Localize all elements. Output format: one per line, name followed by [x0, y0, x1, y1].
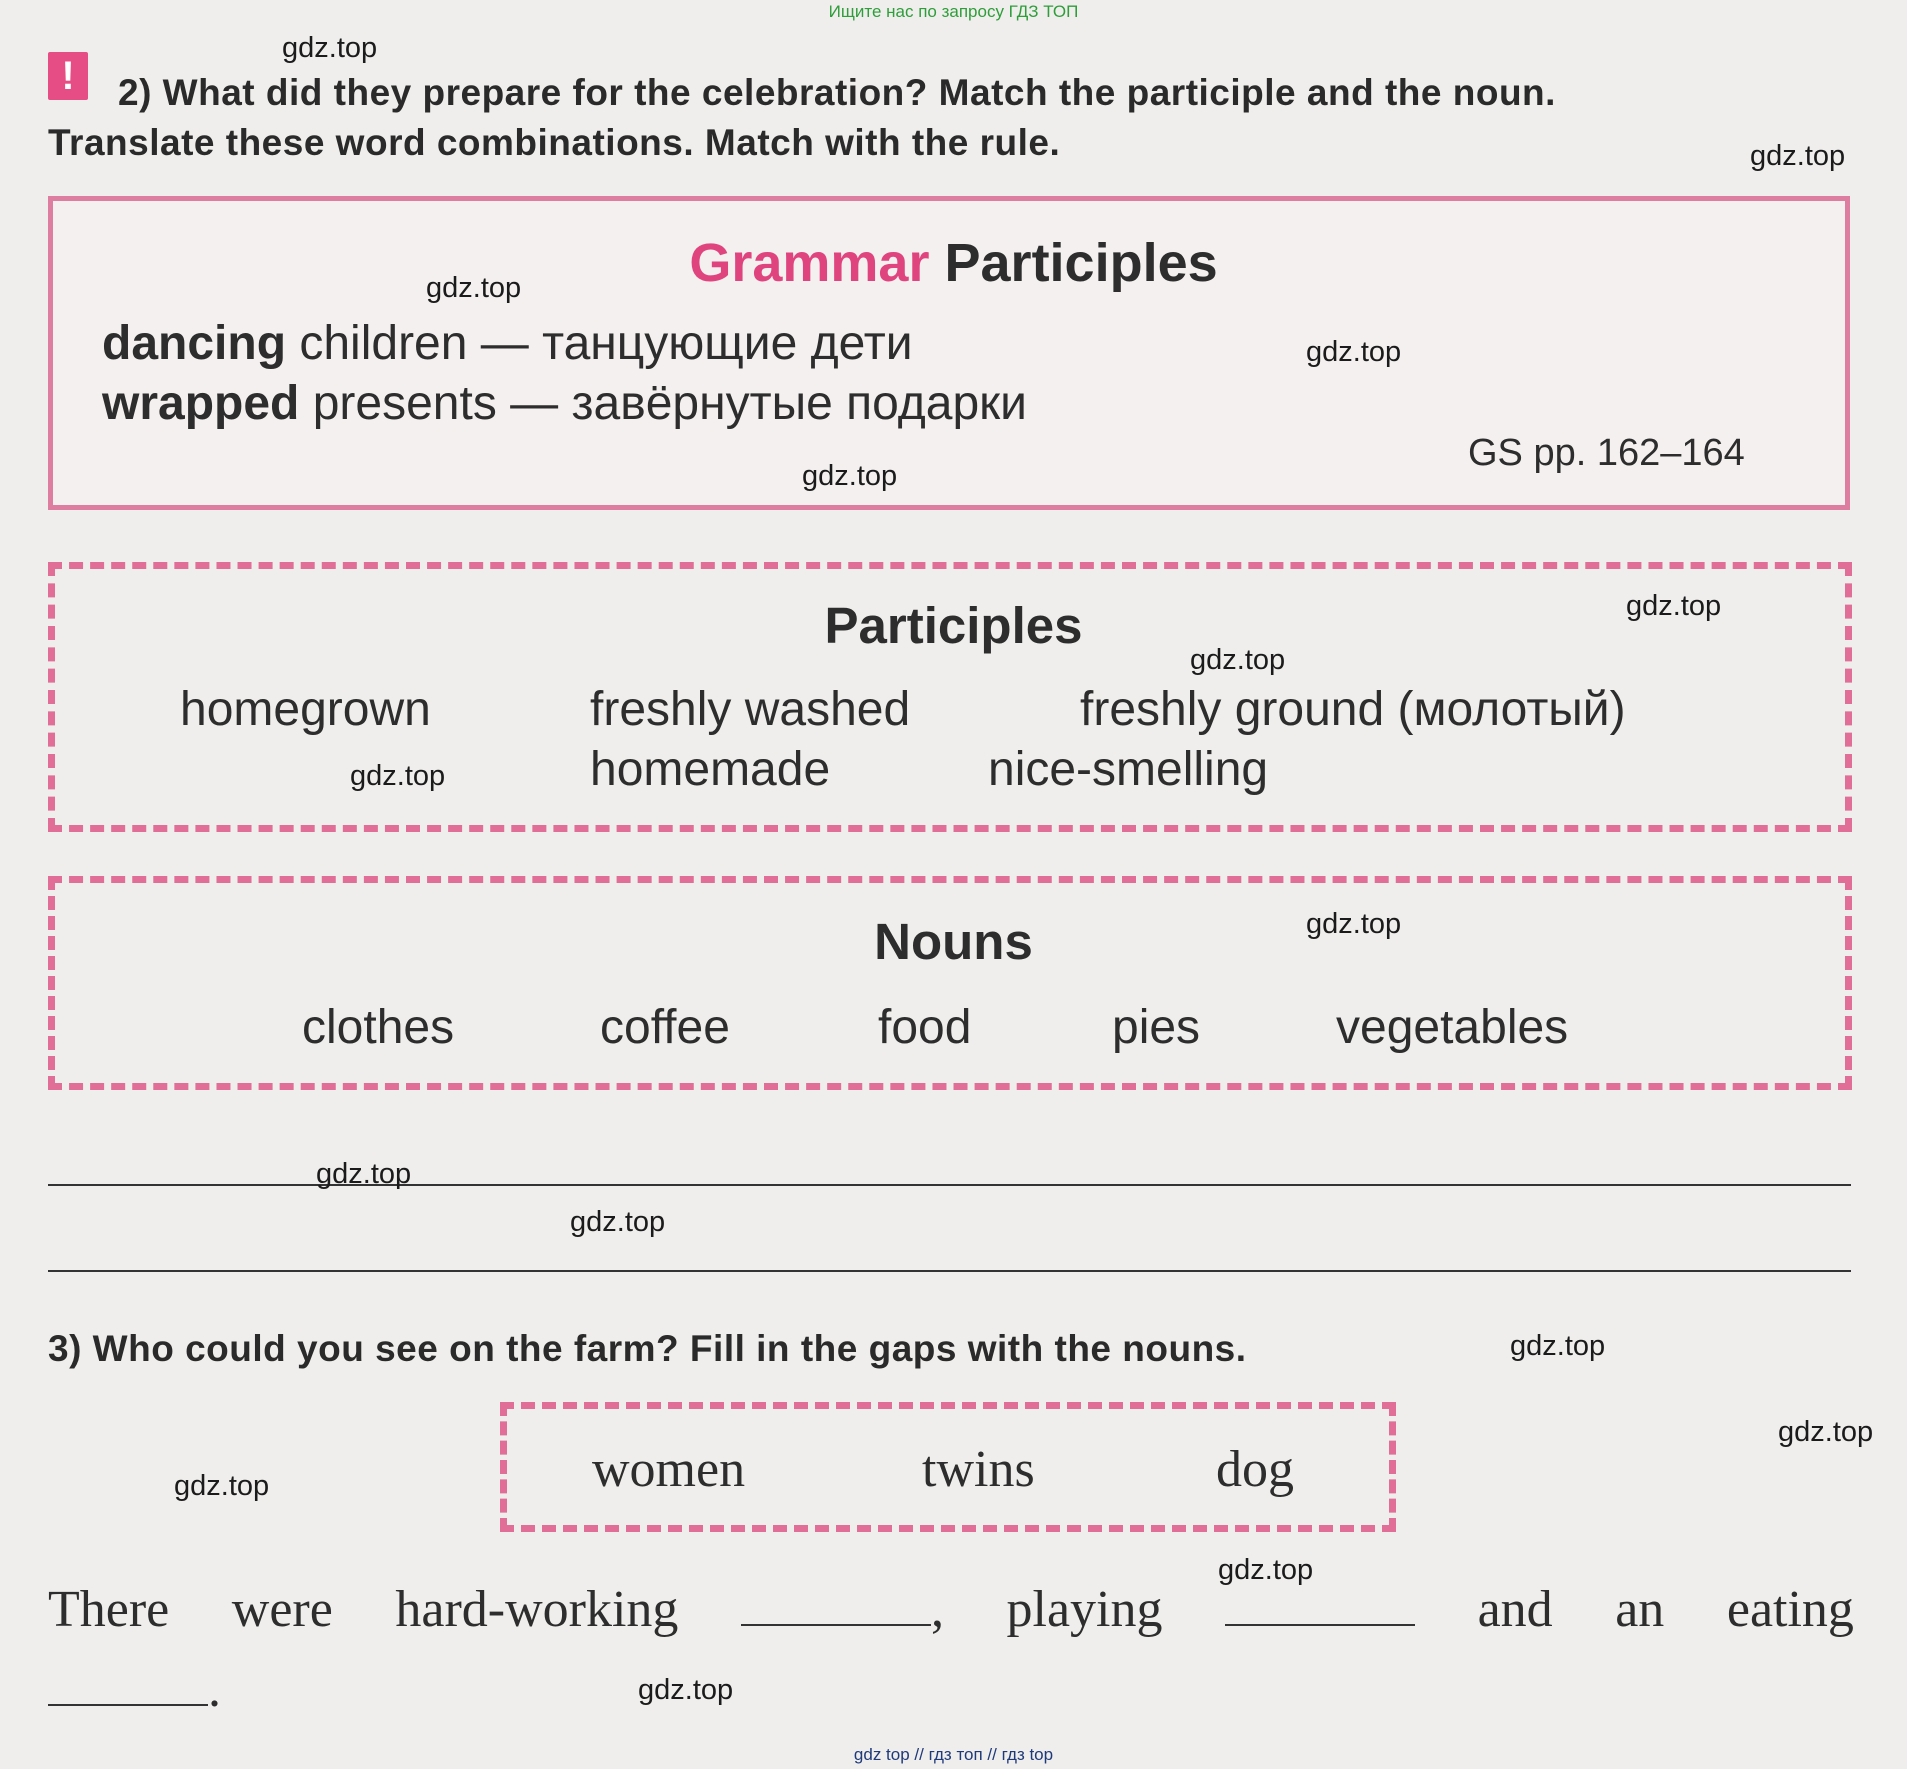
gap-1[interactable]	[741, 1586, 931, 1626]
example2-rest: presents — завёрнутые подарки	[299, 377, 1027, 430]
grammar-label: Grammar	[689, 233, 930, 293]
watermark: gdz.top	[174, 1470, 270, 1502]
task2-line2: Translate these word combinations. Match with the rule.	[48, 122, 1061, 163]
example1-rest: children — танцующие дети	[286, 317, 913, 370]
sentence-period: .	[208, 1661, 221, 1718]
participles-heading: Participles	[824, 597, 1083, 654]
example1-participle: dancing	[102, 317, 287, 370]
sentence-word: eating	[1726, 1581, 1854, 1638]
sentence-word: There	[48, 1581, 170, 1638]
fill-in-sentence	[48, 1580, 1854, 1639]
grammar-example-1	[102, 316, 913, 371]
example2-participle: wrapped	[102, 377, 300, 430]
nouns-heading: Nouns	[874, 913, 1033, 970]
sentence-word: hard-working	[395, 1581, 679, 1638]
noun-word: food	[878, 1001, 972, 1054]
noun-word: coffee	[600, 1001, 730, 1054]
sentence-comma: ,	[930, 1581, 944, 1638]
gap-1-group	[741, 1580, 944, 1639]
gap-3[interactable]	[48, 1666, 208, 1706]
watermark: gdz.top	[350, 760, 446, 792]
watermark: gdz.top	[1510, 1330, 1606, 1362]
grammar-topic: Participles	[944, 233, 1218, 293]
task2-line1: 2) What did they prepare for the celebration? Match the participle and the noun.	[118, 72, 1556, 113]
exclamation-icon: !	[48, 52, 88, 100]
watermark: gdz.top	[1306, 336, 1402, 368]
sentence-word: an	[1615, 1581, 1665, 1638]
task3-word: dog	[1216, 1441, 1294, 1498]
watermark: gdz.top	[638, 1674, 734, 1706]
task3-word: twins	[922, 1441, 1035, 1498]
gap-2[interactable]	[1225, 1586, 1415, 1626]
task3-instruction: 3) Who could you see on the farm? Fill in the gaps with the nouns.	[48, 1328, 1247, 1369]
participle-word: freshly washed	[590, 683, 911, 736]
watermark: gdz.top	[1190, 644, 1286, 676]
grammar-example-2	[102, 376, 1027, 431]
watermark: gdz.top	[1778, 1416, 1874, 1448]
watermark: gdz.top	[316, 1158, 412, 1190]
answer-line[interactable]	[48, 1270, 1851, 1272]
watermark: gdz.top	[1306, 908, 1402, 940]
gap-3-group	[48, 1660, 221, 1719]
noun-word: clothes	[302, 1001, 455, 1054]
watermark: gdz.top	[1218, 1554, 1314, 1586]
watermark: gdz.top	[802, 460, 898, 492]
footer: gdz top // гдз топ // гдз top	[853, 1745, 1054, 1764]
task2-heading	[48, 68, 1848, 168]
task3-word: women	[592, 1441, 746, 1498]
watermark: gdz.top	[1626, 590, 1722, 622]
noun-word: pies	[1112, 1001, 1201, 1054]
watermark: gdz.top	[1750, 140, 1846, 172]
grammar-reference: GS pp. 162–164	[1468, 432, 1745, 474]
participle-word: homemade	[590, 743, 831, 796]
participle-word: homegrown	[180, 683, 431, 736]
participle-word: freshly ground (молотый)	[1080, 683, 1626, 736]
watermark: gdz.top	[282, 32, 378, 64]
watermark: gdz.top	[426, 272, 522, 304]
nouns-box	[48, 876, 1852, 1090]
watermark: gdz.top	[570, 1206, 666, 1238]
sentence-word: and	[1477, 1581, 1553, 1638]
sentence-word: playing	[1006, 1581, 1163, 1638]
participle-word: nice-smelling	[988, 743, 1269, 796]
grammar-title	[0, 232, 1907, 294]
top-banner: Ищите нас по запросу ГДЗ ТОП	[828, 2, 1079, 21]
noun-word: vegetables	[1336, 1001, 1569, 1054]
sentence-word: were	[231, 1581, 333, 1638]
